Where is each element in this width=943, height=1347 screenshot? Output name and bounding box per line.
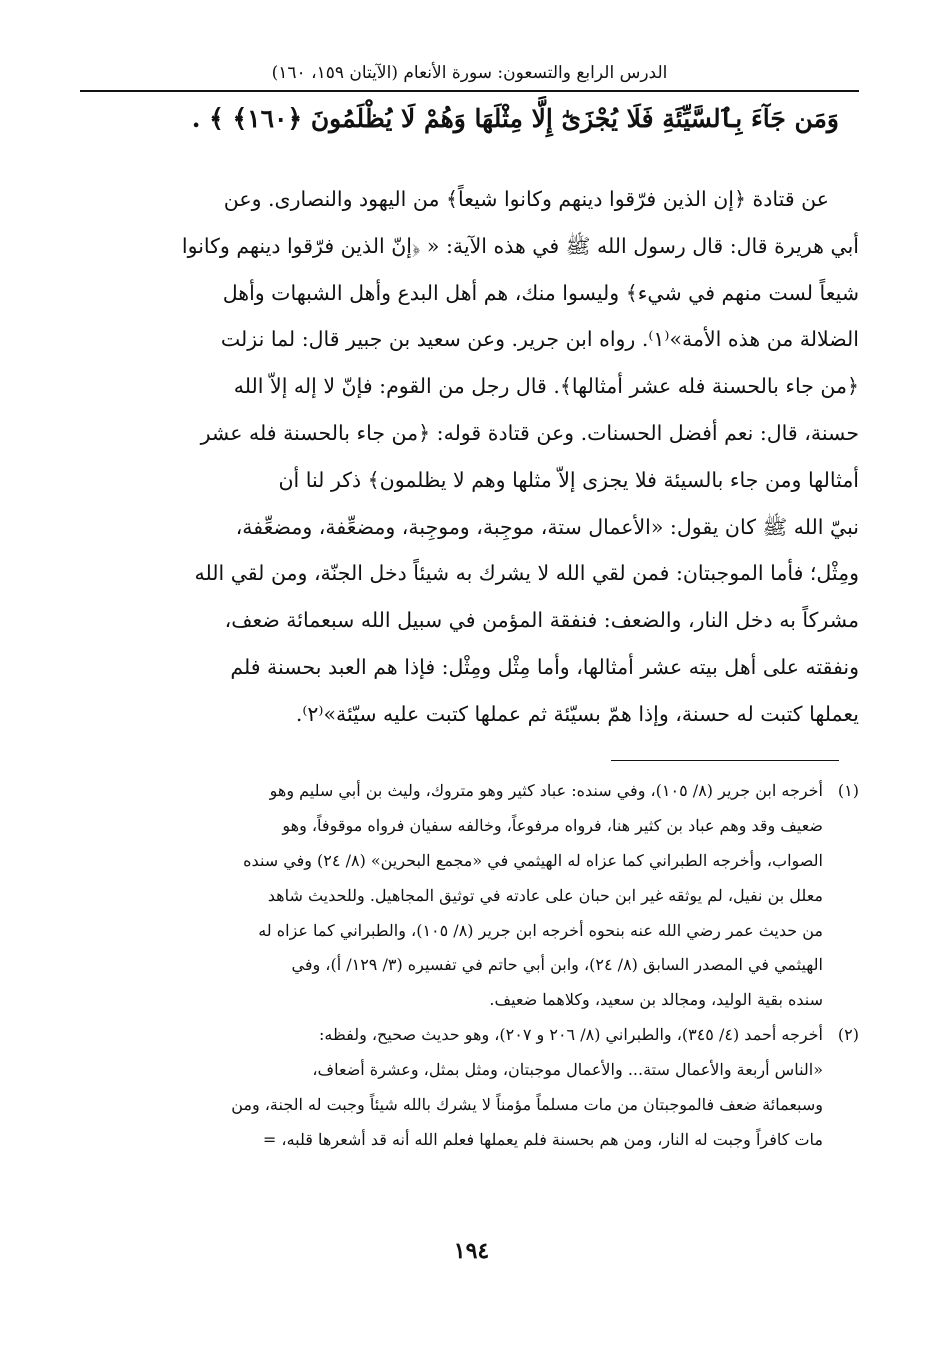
footnote-line: الهيثمي في المصدر السابق (٨/ ٢٤)، وابن أبي حاتم في تفسيره (٣/ ١٢٩/ أ)، وفي [291,955,823,975]
footnote-number: (٢) [837,1025,859,1045]
text-line: مشركاً به دخل النار، والضعف: فنفقة المؤمن في سبيل الله سبعمائة ضعف، [224,608,859,633]
footnote-separator [611,760,839,761]
footnote-line: من حديث عمر رضي الله عنه بنحوه أخرجه ابن جرير (٨/ ١٠٥)، والطبراني كما عزاه له [258,920,823,940]
text-line: عن قتادة ﴿إن الذين فرّقوا دينهم وكانوا شيعاً﴾ من اليهود والنصارى. وعن [223,187,829,211]
text-line: حسنة، قال: نعم أفضل الحسنات. وعن قتادة قوله: ﴿من جاء بالحسنة فله عشر [200,420,859,445]
footnote-line: ضعيف وقد وهم عباد بن كثير هنا، فرواه مرفوعاً، وخالفه سفيان فرواه موقوفاً، وهو [282,815,823,835]
text-line: ومِثْل؛ فأما الموجبتان: فمن لقي الله لا يشرك به شيئاً دخل الجنّة، ومن لقي الله [194,561,859,586]
text-line: الضلالة من هذه الأمة»⁽١⁾. رواه ابن جرير. وعن سعيد بن جبير قال: لما نزلت [220,327,859,352]
footnote-text: أخرجه ابن جرير (٨/ ١٠٥)، وفي سنده: عباد كثير وهو متروك، وليث بن أبي سليم وهو [269,781,823,800]
text-line: شيعاً لست منهم في شيء﴾ وليسوا منك، هم أهل البدع وأهل الشبهات وأهل [222,280,859,305]
page-number: ١٩٤ [453,1238,490,1264]
running-header: الدرس الرابع والتسعون: سورة الأنعام (الآيتان ١٥٩، ١٦٠) [80,56,859,92]
text-line: أمثالها ومن جاء بالسيئة فلا يجزى إلاّ مثلها وهم لا يظلمون﴾ ذكر لنا أن [278,467,859,492]
footnote-1 [80,774,859,1018]
footnote-line [80,774,859,809]
footnote-line [80,1018,859,1053]
footnote-line: الصواب، وأخرجه الطبراني كما عزاه له الهيثمي في «مجمع البحرين» (٨/ ٢٤) وفي سنده [243,850,823,870]
footnotes [80,774,859,1158]
text-line: ﴿من جاء بالحسنة فله عشر أمثالها﴾. قال رجل من القوم: فإنّ لا إله إلاّ الله [233,374,859,399]
main-text [80,176,859,738]
footnote-line: «الناس أربعة والأعمال ستة... والأعمال موجبتان، ومثل بمثل، وعشرة أضعاف، [312,1060,823,1080]
text-line: يعملها كتبت له حسنة، وإذا همّ بسيّئة ثم عملها كتبت عليه سيّئة»⁽٢⁾. [295,701,859,726]
text-line: أبي هريرة قال: قال رسول الله ﷺ في هذه الآية: « ﴿إنّ الذين فرّقوا دينهم وكانوا [181,233,859,258]
footnote-line: سنده بقية الوليد، ومجالد بن سعيد، وكلاهما ضعيف. [489,990,823,1010]
footnote-line: معلل بن نفيل، لم يوثقه غير ابن حبان على عادته في توثيق المجاهيل. وللحديث شاهد [267,885,823,905]
footnote-line: وسبعمائة ضعف فالموجبتان من مات مسلماً مؤمناً لا يشرك بالله شيئاً وجبت له الجنة، ومن [231,1095,823,1115]
footnote-number: (١) [837,781,859,800]
footnote-line: مات كافراً وجبت له النار، ومن هم بحسنة فلم يعملها فعلم الله أنه قد أشعرها قلبه، = [262,1129,823,1149]
footnote-2 [80,1018,859,1158]
text-line: ونفقته على أهل بيته عشر أمثالها، وأما مِثْل ومِثْل: فإذا هم العبد بحسنة فلم [230,654,859,679]
quran-verse: وَمَن جَآءَ بِٱلسَّيِّئَةِ فَلَا يُجْزَىٰٓ إِلَّا مِثْلَهَا وَهُمْ لَا يُظْلَمُونَ ﴿١٦٠﴾ ﴾ . [191,104,839,133]
text-line: نبيّ الله ﷺ كان يقول: «الأعمال ستة، موجِبة، وموجِبة، ومضعِّفة، ومضعِّفة، [235,514,859,539]
footnote-text: أخرجه أحمد (٤/ ٣٤٥)، والطبراني (٨/ ٢٠٦ و ٢٠٧)، وهو حديث صحيح، ولفظه: [319,1025,823,1045]
